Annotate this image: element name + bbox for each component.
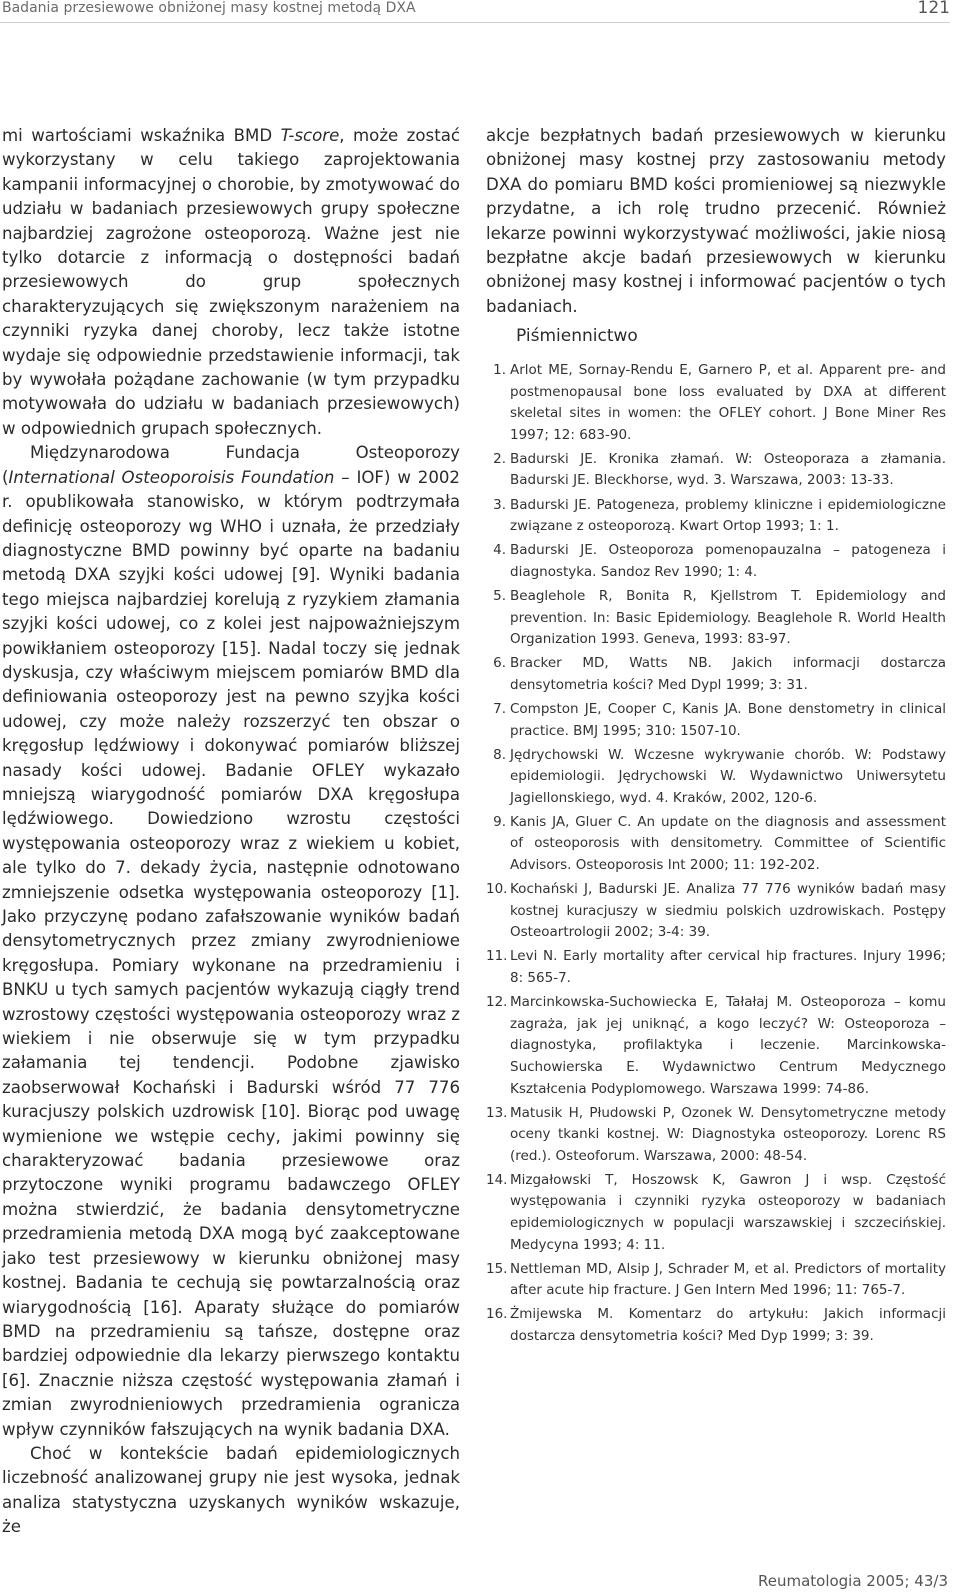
reference-text: Żmijewska M. Komentarz do artykułu: Jakich informacji dostarcza densytometria kości? Med Dyp 1999; 3: 39. (510, 1306, 946, 1345)
reference-text: Kanis JA, Gluer C. An update on the diagnosis and assessment of osteoporosis with densitometry. Committee of Scientific Advisors. Osteoporosis Int 2000; 11: 192-202. (510, 813, 946, 874)
reference-text: Jędrychowski W. Wczesne wykrywanie chorób. W: Podstawy epidemiologii. Jędrychowski W. Wydawnictwo Uniwersytetu Jagiellonskiego, wyd. 4. Kraków, 2002, 120-6. (510, 746, 946, 806)
running-title: Badania przesiewowe obniżonej masy kostnej metodą DXA (2, 0, 416, 16)
reference-number: 6. (493, 655, 506, 672)
reference-item (486, 1259, 946, 1302)
reference-text: Mizgałowski T, Hoszowsk K, Gawron J i wsp. Częstość występowania i czynniki ryzyka osteoporozy w badaniach epidemiologicznych w populacji warszawskiej i szczecińskiej. Medycyna 1993; 4: 11. (510, 1171, 946, 1253)
references-heading: Piśmiennictwo (516, 326, 638, 346)
paragraph-1-text-b: , może zostać wykorzystany w celu takiego zaprojektowania kampanii informacyjnej o chorobie, by zmotywować do udziału w badaniach przesiewowych grupy społeczne najbardziej zagrożone osteoporozą. Ważne jest nie tylko dotarcie z informacją o dostępności badań przesiewowych do grup społecznych charakteryzujących się zwiększonym narażeniem na czynniki ryzyka danej choroby, lecz także istotne wydaje się odpowiednie przedstawienie informacji, tak by wywołała pożądane zachowanie (w tym przypadku motywowała do udziału w badaniach przesiewowych) w odpowiednich grupach społecznych. (2, 126, 460, 438)
page-number: 121 (917, 0, 950, 18)
journal-footer: Reumatologia 2005; 43/3 (757, 1572, 948, 1590)
reference-item (486, 495, 946, 538)
reference-item (486, 1170, 946, 1256)
reference-number: 12. (486, 994, 508, 1011)
reference-item (486, 1304, 946, 1347)
reference-item (486, 360, 946, 446)
reference-item (486, 812, 946, 877)
reference-number: 13. (486, 1104, 508, 1121)
paragraph-1 (2, 124, 460, 441)
paragraph-3: Choć w kontekście badań epidemiologicznych liczebność analizowanej grupy nie jest wysoka, jednak analiza statystyczna uzyskanych wyników wskazuje, że (2, 1443, 460, 1537)
reference-text: Bracker MD, Watts NB. Jakich informacji dostarcza densytometria kości? Med Dypl 1999; 3: 31. (510, 655, 946, 693)
running-header (0, 0, 950, 23)
reference-number: 10. (486, 881, 508, 898)
right-column (486, 124, 946, 319)
reference-text: Levi N. Early mortality after cervical hip fractures. Injury 1996; 8: 565-7. (510, 948, 946, 987)
reference-number: 4. (493, 542, 506, 559)
paragraph-2 (2, 441, 460, 1442)
reference-item (486, 699, 946, 742)
reference-number: 2. (493, 450, 506, 467)
reference-number: 5. (493, 587, 506, 604)
reference-text: Arlot ME, Sornay-Rendu E, Garnero P, et al. Apparent pre- and postmenopausal bone loss evaluated by DXA at different skeletal sites in women: the OFLEY cohort. J Bone Miner Res 1997; 12: 683-90. (510, 362, 946, 443)
reference-item (486, 745, 946, 810)
reference-text: Badurski JE. Patogeneza, problemy kliniczne i epidemiologiczne związane z osteoporozą. Kwart Ortop 1993; 1: 1. (510, 496, 946, 535)
reference-text: Badurski JE. Kronika złamań. W: Osteoporaza a złamania. Badurski JE. Bleckhorse, wyd. 3. Warszawa, 2003: 13-33. (510, 450, 946, 489)
reference-item (486, 653, 946, 696)
reference-number: 1. (493, 362, 506, 378)
reference-text: Badurski JE. Osteoporoza pomenopauzalna – patogeneza i diagnostyka. Sandoz Rev 1990; 1: 4. (510, 542, 946, 580)
reference-number: 9. (493, 813, 506, 830)
reference-item (486, 946, 946, 989)
reference-text: Compston JE, Cooper C, Kanis JA. Bone denstometry in clinical practice. BMJ 1995; 310: 1507-10. (510, 700, 946, 739)
reference-number: 8. (493, 746, 506, 763)
reference-text: Kochański J, Badurski JE. Analiza 77 776 wyników badań masy kostnej kuracjuszy w siedmiu polskich uzdrowiskach. Postępy Osteoartrologii 2002; 3-4: 39. (510, 881, 946, 941)
left-column (2, 124, 460, 1540)
reference-item (486, 992, 946, 1100)
reference-item (486, 879, 946, 944)
reference-number: 15. (486, 1260, 508, 1277)
reference-text: Beaglehole R, Bonita R, Kjellstrom T. Epidemiology and prevention. In: Basic Epidemiology. Beaglehole R. World Health Organization 1993. Geneva, 1993: 83-97. (510, 587, 946, 648)
reference-number: 16. (486, 1306, 508, 1323)
paragraph-2-text-a: Międzynarodowa Fundacja Osteoporozy ( (2, 443, 460, 487)
reference-number: 14. (486, 1171, 508, 1188)
references-list (486, 360, 946, 1350)
reference-number: 7. (493, 700, 506, 717)
iof-full-name: International Osteoporoisis Foundation (8, 467, 335, 487)
reference-text: Nettleman MD, Alsip J, Schrader M, et al. Predictors of mortality after acute hip fracture. J Gen Intern Med 1996; 11: 765-7. (510, 1260, 946, 1299)
reference-text: Matusik H, Płudowski P, Ozonek W. Densytometryczne metody oceny tkanki kostnej. W: Diagnostyka osteoporozy. Lorenc RS (red.). Osteoforum. Warszawa, 2000: 48-54. (510, 1104, 946, 1164)
reference-item (486, 1103, 946, 1168)
reference-number: 11. (486, 948, 508, 965)
reference-item (486, 586, 946, 651)
t-score-term: T-score (280, 126, 340, 145)
reference-item (486, 449, 946, 492)
reference-number: 3. (493, 496, 506, 513)
paragraph-1-text-a: mi wartościami wskaźnika BMD (2, 126, 281, 145)
conclusion-paragraph: akcje bezpłatnych badań przesiewowych w kierunku obniżonej masy kostnej przy zastosowaniu metody DXA do pomiaru BMD kości promieniowej są niezwykle przydatne, a ich rolę trudno przecenić. Również lekarze powinni wykorzystywać możliwości, jakie niosą bezpłatne akcje badań przesiewowych w kierunku obniżonej masy kostnej i informować pacjentów o tych badaniach. (486, 126, 946, 316)
reference-text: Marcinkowska-Suchowiecka E, Tałałaj M. Osteoporoza – komu zagraża, jak jej uniknąć, a kogo leczyć? W: Osteoporoza – diagnostyka, profilaktyka i leczenie. Marcinkowska-Suchowierska E. Wydawnictwo Centrum Medycznego Kształcenia Podyplomowego. Warszawa 1999: 74-86. (510, 994, 946, 1097)
reference-item (486, 540, 946, 583)
paragraph-2-text-b: – IOF) w 2002 r. opublikowała stanowisko, w którym podtrzymała definicję osteoporozy wg WHO i uznała, że przedziały diagnostyczne BMD powinny być oparte na badaniu metodą DXA szyjki kości udowej [9]. Wyniki badania tego miejsca najbardziej korelują z ryzykiem złamania szyjki kości udowej, co z kolei jest najpoważniejszym powikłaniem osteoporozy [15]. Nadal toczy się jednak dyskusja, czy właściwym miejscem pomiarów BMD dla definiowania osteoporozy jest na pewno szyjka kości udowej, czy może należy rozszerzyć ten obszar o kręgosłup lędźwiowy i dokonywać pomiarów bliższej nasady kości udowej. Badanie OFLEY wykazało mniejszą wiarygodność pomiarów DXA kręgosłupa lędźwiowego. Dowiedziono wzrostu częstości występowania osteoporozy wraz z wiekiem u kobiet, ale tylko do 7. dekady życia, następnie odnotowano zmniejszenie odsetka występowania osteoporozy [1]. Jako przyczynę podano zafałszowanie wyników badań densytometrycznych przez zmiany zwyrodnieniowe kręgosłupa. Pomiary wykonane na przedramieniu i BNKU u tych samych pacjentów wykazują ciągły trend wzrostowy częstości występowania osteoporozy wraz z wiekiem i nie obserwuje się w tym przypadku załamania tej tendencji. Podobne zjawisko zaobserwował Kochański i Badurski wśród 77 776 kuracjuszy polskich uzdrowisk [10]. Biorąc pod uwagę wymienione we wstępie cechy, jakimi powinny się charakteryzować badania przesiewowe oraz przytoczone wyniki programu badawczego OFLEY można stwierdzić, że badania densytometryczne przedramienia metodą DXA mogą być zaakceptowane jako test przesiewowy w kierunku obniżonej masy kostnej. Badania te cechują się powtarzalnością oraz wiarygodnością [16]. Aparaty służące do pomiarów BMD na przedramieniu są tańsze, dostępne oraz bardziej odpowiednie dla lekarzy pierwszego kontaktu [6]. Znacznie niższa częstość występowania złamań i zmian zwyrodnieniowych przedramienia ogranicza wpływ czynników fałszujących na wynik badania DXA. (2, 467, 460, 1439)
